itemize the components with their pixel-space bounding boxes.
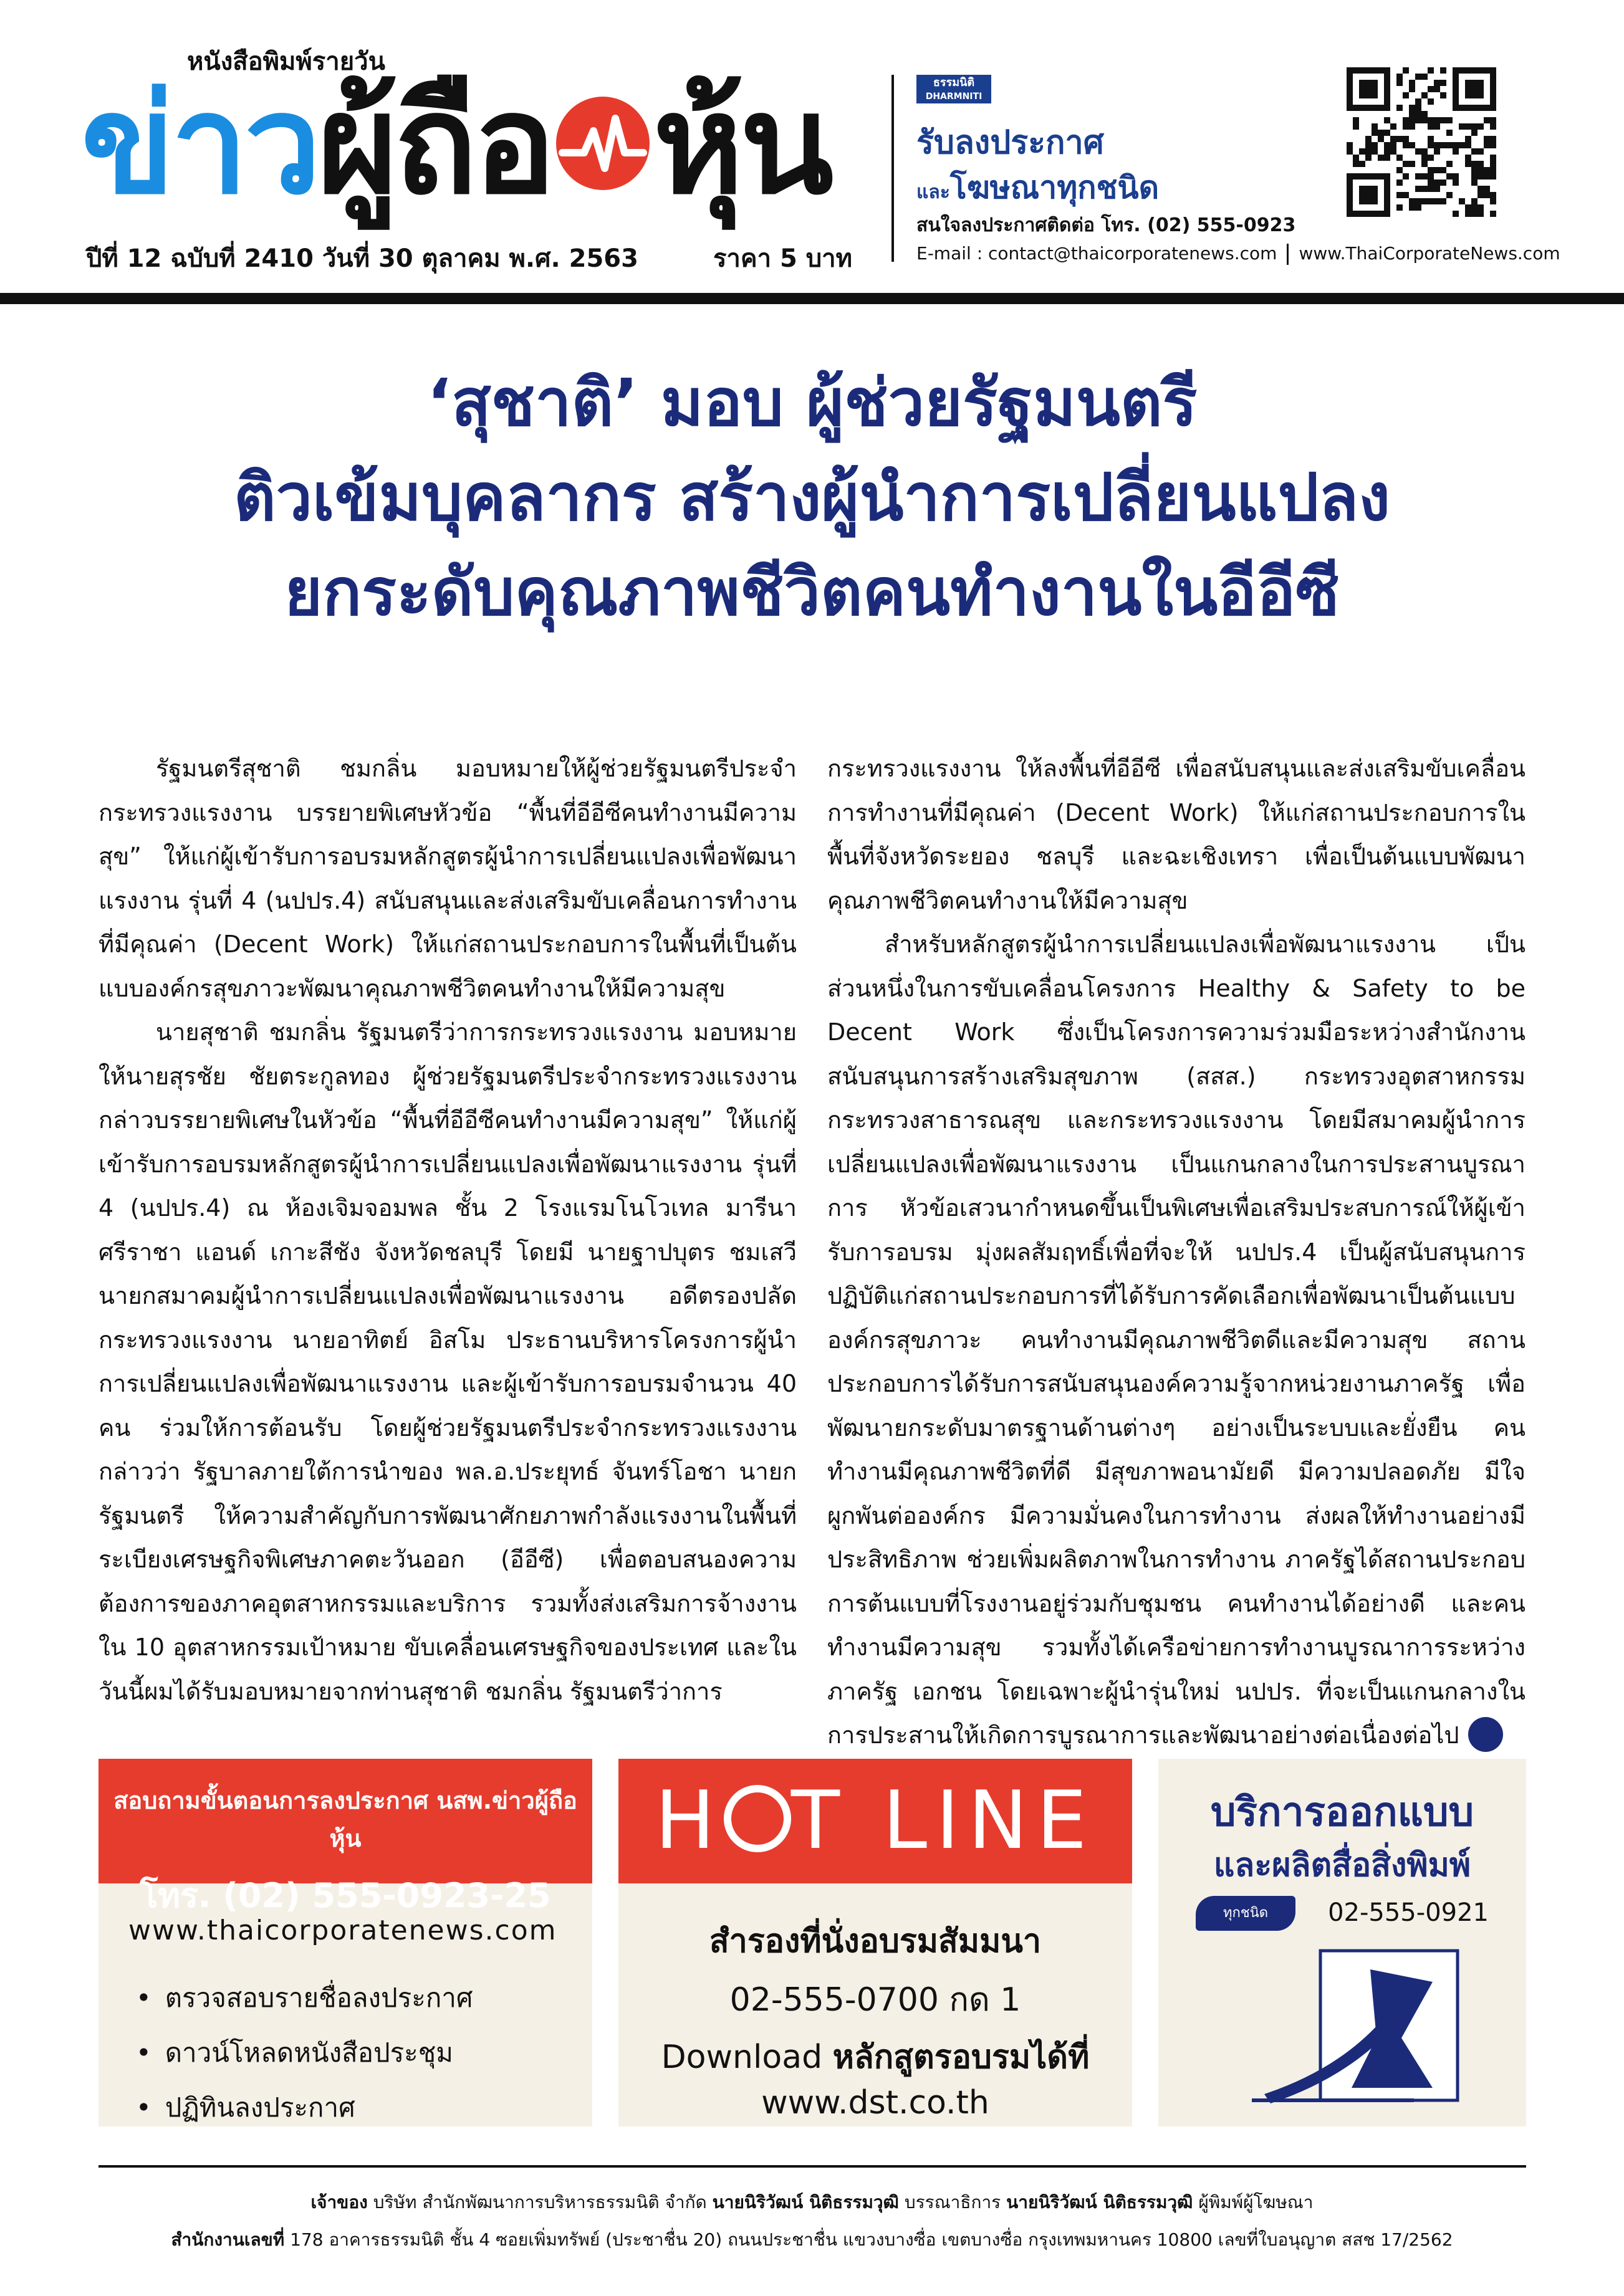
design-phone-line (1196, 1891, 1489, 1935)
design-tag: ทุกชนิด (1196, 1896, 1295, 1931)
footer-office-text: 178 อาคารธรรมนิติ ชั้น 4 ซอยเพิ่มทรัพย์ (ประชาชื่น 20) ถนนประชาชื่น แขวงบางซื่อ เขตบางซื่อ กรุงเทพมหานคร 10800 เลขที่ใบอนุญาต สสช 17/2562 (284, 2229, 1453, 2250)
masthead-divider (891, 75, 894, 262)
hotline-line-1: สำรองที่นั่งอบรมสัมมนา (709, 1923, 1042, 1960)
promo-announcement-title: สอบถามขั้นตอนการลงประกาศ นสพ.ข่าวผู้ถือหุ้น (113, 1787, 577, 1852)
article-paragraph: รัฐมนตรีสุชาติ ชมกลิ่น มอบหมายให้ผู้ช่วยรัฐมนตรีประจำกระทรวงแรงงาน บรรยายพิเศษหัวข้อ “พื้นที่อีอีซีคนทำงานมีความสุข” ให้แก่ผู้เข้ารับการอบรมหลักสูตรผู้นำการเปลี่ยนแปลงเพื่อพัฒนาแรงงาน รุ่นที่ 4 (นปปร.4) สนับสนุนและส่งเสริมขับเคลื่อนการทำงานที่มีคุณค่า (Decent Work) ให้แก่สถานประกอบการในพื้นที่เป็นต้นแบบองค์กรสุขภาวะพัฒนาคุณภาพชีวิตคนทำงานให้มีความสุข (98, 755, 797, 1002)
dharmniti-logo-latin: DHARMNITI (925, 92, 983, 102)
ad-title-2 (916, 163, 1159, 213)
hotline-phone: 02-555-0700 กด 1 (729, 1981, 1021, 2019)
hotline-text-b: T LINE (790, 1774, 1096, 1867)
promo-announcement-header (98, 1759, 592, 1915)
hotline-text-a: H (655, 1774, 724, 1867)
promo-website-link[interactable]: www.thaicorporatenews.com (128, 1915, 557, 1946)
footer-address (0, 2226, 1624, 2254)
footer-office-label: สำนักงานเลขที่ (171, 2229, 285, 2250)
brand-part-1: ข่าว (81, 65, 318, 224)
promo-announcement-phone: โทร. (02) 555-0923-25 (140, 1876, 551, 1915)
dharmniti-logo-thai: ธรรมนิติ (933, 76, 975, 89)
dharmniti-logo (916, 75, 991, 103)
hotline-website-link[interactable]: www.dst.co.th (761, 2084, 989, 2121)
masthead-rule (0, 293, 1624, 304)
masthead (0, 0, 1624, 299)
footer-owner-text: บริษัท สำนักพัฒนาการบริหารธรรมนิติ จำกัด (367, 2192, 713, 2212)
issue-number-date: ปีที่ 12 ฉบับที่ 2410 วันที่ 30 ตุลาคม พ.ศ. 2563 (86, 244, 638, 273)
footer-owner-label: เจ้าของ (310, 2192, 368, 2212)
headline-line-1: ‘สุชาติ’ มอบ ผู้ช่วยรัฐมนตรี (426, 365, 1198, 441)
hotline-header (618, 1759, 1132, 1883)
ad-title-2-prefix: และ (916, 181, 950, 203)
website-link[interactable]: www.ThaiCorporateNews.com (1299, 243, 1560, 264)
footer-publisher-name: นายนิริวัฒน์ นิติธรรมวุฒิ (1006, 2192, 1193, 2212)
article-paragraph-text: สำหรับหลักสูตรผู้นำการเปลี่ยนแปลงเพื่อพัฒนาแรงงาน เป็นส่วนหนึ่งในการขับเคลื่อนโครงการ Healthy & Safety to be Decent Work ซึ่งเป็นโครงการความร่วมมือระหว่างสำนักงานสนับสนุนการสร้างเสริมสุขภาพ (สสส.) กระทรวงอุตสาหกรรม กระทรวงสาธารณสุข และกระทรวงแรงงาน โดยมีสมาคมผู้นำการเปลี่ยนแปลงเพื่อพัฒนาแรงงาน เป็นแกนกลางในการประสานบูรณาการ หัวข้อเสวนากำหนดขึ้นเป็นพิเศษเพื่อเสริมประสบการณ์ให้ผู้เข้ารับการอบรม มุ่งผลสัมฤทธิ์เพื่อที่จะให้ นปปร.4 เป็นผู้สนับสนุนการปฏิบัติแก่สถานประกอบการที่ได้รับการคัดเลือกเพื่อพัฒนาเป็นต้นแบบองค์กรสุขภาวะ คนทำงานมีคุณภาพชีวิตดีและมีความสุข สถานประกอบการได้รับการสนับสนุนองค์ความรู้จากหน่วยงานภาครัฐ เพื่อพัฒนายกระดับมาตรฐานด้านต่างๆ อย่างเป็นระบบและยั่งยืน คนทำงานมีคุณภาพชีวิตที่ดี มีสุขภาพอนามัยดี มีความปลอดภัย มีใจผูกพันต่อองค์กร มีความมั่นคงในการทำงาน ส่งผลให้ทำงานอย่างมีประสิทธิภาพ ช่วยเพิ่มผลิตภาพในการทำงาน ภาครัฐได้สถานประกอบการต้นแบบที่โรงงานอยู่ร่วมกับชุมชน คนทำงานได้อย่างดี และคนทำงานมีความสุข รวมทั้งได้เครือข่ายการทำงานบูรณาการระหว่างภาครัฐ เอกชน โดยเฉพาะผู้นำรุ่นใหม่ นปปร. ที่จะเป็นแกนกลางในการประสานให้เกิดการบูรณาการและพัฒนาอย่างต่อเนื่องต่อไป (827, 930, 1526, 1749)
article-paragraph (827, 922, 1526, 1758)
ad-contact-line (916, 243, 1560, 265)
headline (0, 355, 1624, 639)
article-column-left (98, 747, 797, 1713)
hotline-line-3 (618, 2031, 1132, 2082)
newspaper-logo (81, 57, 830, 232)
brand-part-2: ผู้ถือ (317, 65, 552, 224)
list-item: • ตรวจสอบรายชื่อลงประกาศ (136, 1971, 473, 2026)
phone-icon (724, 1785, 791, 1852)
hotline-course-text: หลักสูตรอบรมได้ที่ (832, 2039, 1090, 2076)
email-link[interactable]: E-mail : contact@thaicorporatenews.com (916, 243, 1277, 264)
list-item: • ดาวน์โหลดหนังสือประชุม (136, 2026, 473, 2080)
footer-editor-role: บรรณาธิการ (898, 2192, 1007, 2212)
pulse-chart-icon (556, 97, 650, 190)
article-column-right (827, 747, 1526, 1758)
design-title-1: บริการออกแบบ (1210, 1789, 1474, 1835)
footer-publisher-role: ผู้พิมพ์ผู้โฆษณา (1193, 2192, 1314, 2212)
headline-line-2: ติวเข้มบุคลากร สร้างผู้นำการเปลี่ยนแปลง (234, 459, 1390, 535)
qr-code-icon[interactable] (1340, 61, 1502, 223)
footer-ownership (0, 2189, 1624, 2216)
article-paragraph: นายสุชาติ ชมกลิ่น รัฐมนตรีว่าการกระทรวงแรงงาน มอบหมายให้นายสุรชัย ชัยตระกูลทอง ผู้ช่วยรัฐมนตรีประจำกระทรวงแรงงาน กล่าวบรรยายพิเศษในหัวข้อ “พื้นที่อีอีซีคนทำงานมีความสุข” ให้แก่ผู้เข้ารับการอบรมหลักสูตรผู้นำการเปลี่ยนแปลงเพื่อพัฒนาแรงงาน รุ่นที่ 4 (นปปร.4) ณ ห้องเจิมจอมพล ชั้น 2 โรงแรมโนโวเทล มารีนา ศรีราชา แอนด์ เกาะสีชัง จังหวัดชลบุรี โดยมี นายฐาปบุตร ชมเสวี นายกสมาคมผู้นำการเปลี่ยนแปลงเพื่อพัฒนาแรงงาน อดีตรองปลัดกระทรวงแรงงาน นายอาทิตย์ อิสโม ประธานบริหารโครงการผู้นำการเปลี่ยนแปลงเพื่อพัฒนาแรงงาน และผู้เข้ารับการอบรมจำนวน 40 คน ร่วมให้การต้อนรับ โดยผู้ช่วยรัฐมนตรีประจำกระทรวงแรงงาน กล่าวว่า รัฐบาลภายใต้การนำของ พล.อ.ประยุทธ์ จันทร์โอชา นายกรัฐมนตรี ให้ความสำคัญกับการพัฒนาศักยภาพกำลังแรงงานในพื้นที่ระเบียงเศรษฐกิจพิเศษภาคตะวันออก (อีอีซี) เพื่อตอบสนองความต้องการของภาคอุตสาหกรรมและบริการ รวมทั้งส่งเสริมการจ้างงานใน 10 อุตสาหกรรมเป้าหมาย ขับเคลื่อนเศรษฐกิจของประเทศ และในวันนี้ผมได้รับมอบหมายจากท่านสุชาติ ชมกลิ่น รัฐมนตรีว่าการ (98, 1018, 797, 1705)
footer-rule (98, 2165, 1526, 2168)
brand-tagline: หนังสือพิมพ์รายวัน (187, 47, 385, 76)
promo-hotline-box (618, 1759, 1132, 2126)
end-mark-icon (1468, 1717, 1503, 1752)
brand-part-3: หุ้น (653, 65, 830, 224)
design-title-2: และผลิตสื่อสิ่งพิมพ์ (1213, 1847, 1471, 1884)
promo-service-list (136, 1971, 473, 2135)
ad-contact-phone: สนใจลงประกาศติดต่อ โทร. (02) 555-0923 (916, 214, 1296, 236)
issue-price: ราคา 5 บาท (713, 244, 853, 273)
headline-line-3: ยกระดับคุณภาพชีวิตคนทำงานในอีอีซี (284, 554, 1340, 630)
ad-title-2-main: โฆษณาทุกชนิด (949, 170, 1160, 206)
footer-editor-name: นายนิริวัฒน์ นิติธรรมวุฒิ (712, 2192, 899, 2212)
print-logo-icon (1227, 1944, 1464, 2113)
promo-announcement-box (98, 1759, 592, 2126)
ad-title-1: รับลงประกาศ (916, 124, 1104, 161)
issue-info (86, 238, 852, 278)
list-item: • ปฏิทินลงประกาศ (136, 2080, 473, 2135)
promo-design-box (1158, 1759, 1526, 2126)
article-paragraph: กระทรวงแรงงาน ให้ลงพื้นที่อีอีซี เพื่อสนับสนุนและส่งเสริมขับเคลื่อนการทำงานที่มีคุณค่า (Decent Work) ให้แก่สถานประกอบการในพื้นที่จังหวัดระยอง ชลบุรี และฉะเชิงเทรา เพื่อเป็นต้นแบบพัฒนาคุณภาพชีวิตคนทำงานให้มีความสุข (827, 755, 1526, 914)
design-phone: 02-555-0921 (1328, 1898, 1489, 1927)
hotline-download: Download (661, 2039, 833, 2076)
separator (1287, 244, 1289, 265)
